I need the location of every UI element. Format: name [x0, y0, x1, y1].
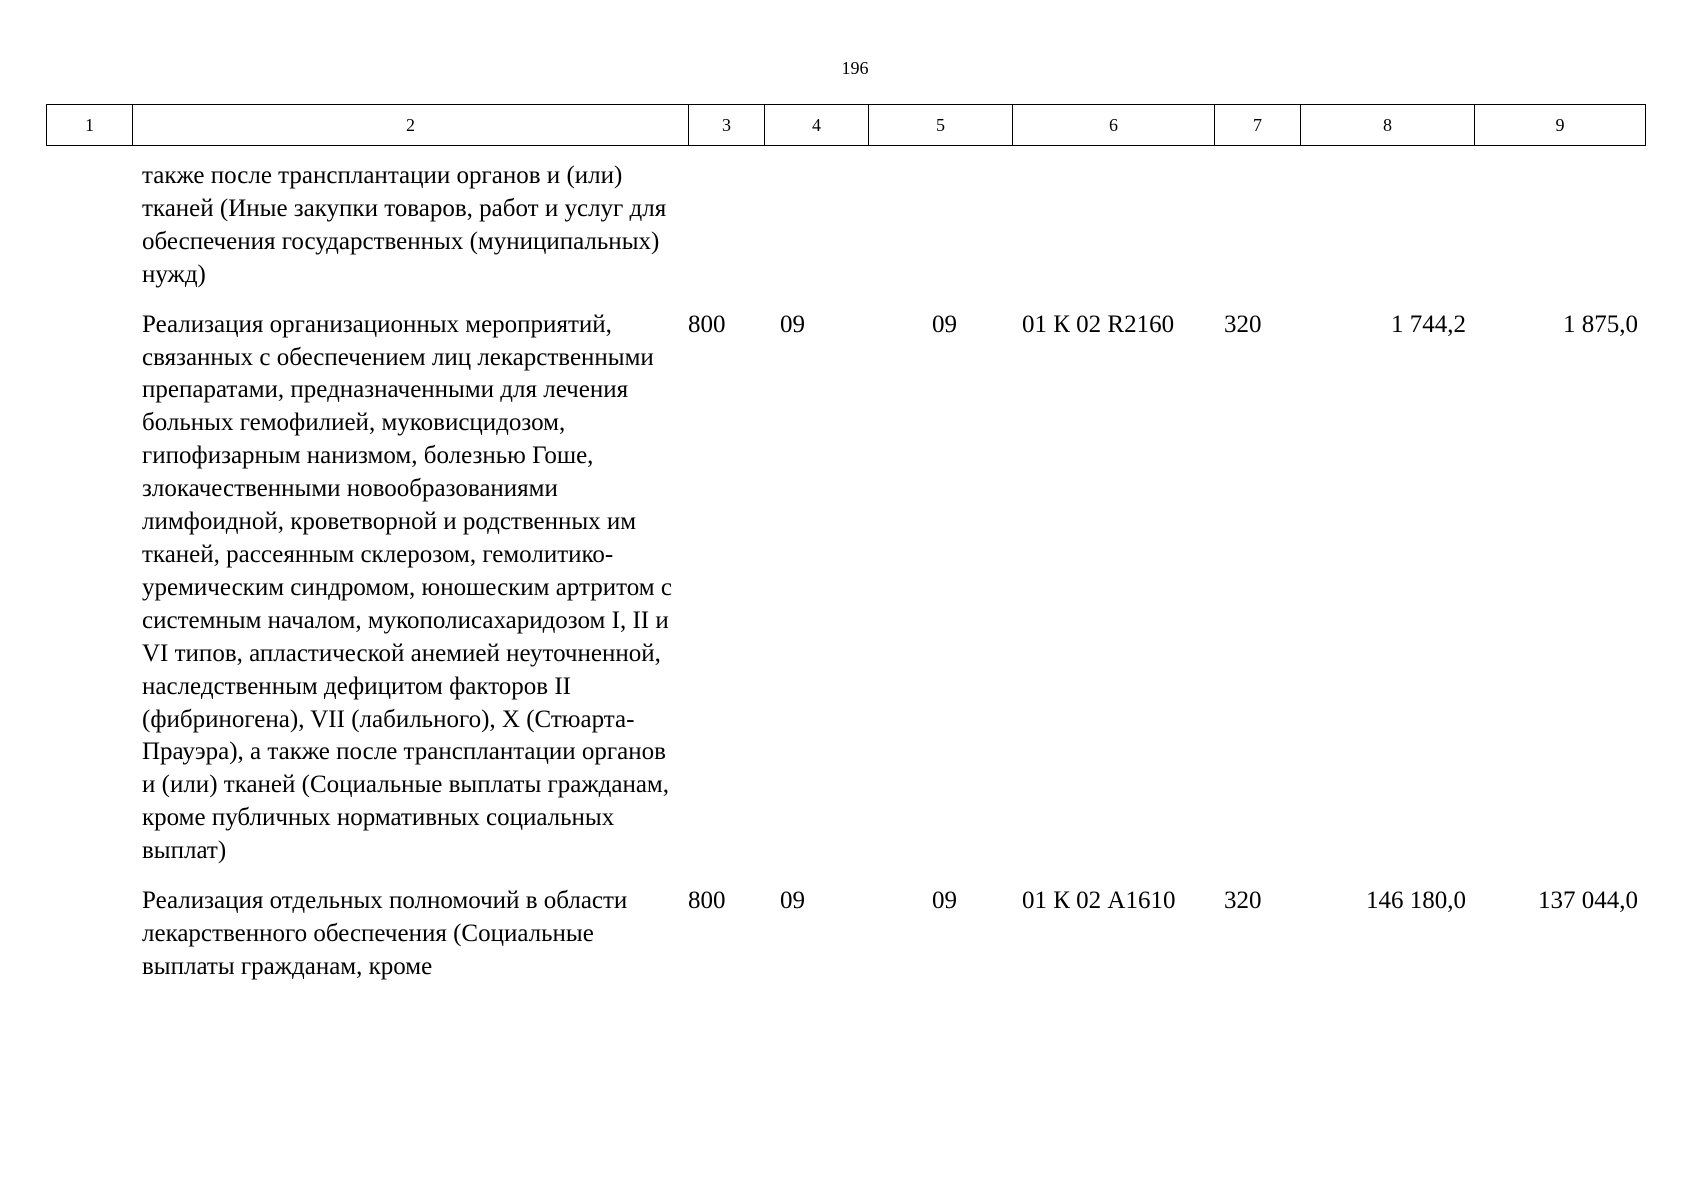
table-body [46, 160, 1646, 984]
row-csr [1012, 160, 1214, 292]
table-header [46, 104, 1646, 146]
table-row [46, 160, 1646, 292]
row-name: Реализация организационных мероприятий, связанных с обеспечением лиц лекарственными препаратами, предназначенными для лечения больных гемофилией, муковисцидозом, гипофизарным нанизмом, болезнью Гоше, злокачественными новообразованиями лимфоидной, кроветворной и родственных им тканей, рассеянным склерозом, гемолитико-уремическим синдромом, юношеским артритом с системным началом, мукополисахаридозом I, II и VI типов, апластической анемией неуточненной, наследственным дефицитом факторов II (фибриногена), VII (лабильного), X (Стюарта-Прауэра), а также после трансплантации органов и (или) тканей (Социальные выплаты гражданам, кроме публичных нормативных социальных выплат) [142, 310, 672, 865]
row-sum-1: 1 744,2 [1391, 310, 1466, 338]
row-rz: 09 [780, 310, 805, 338]
header-col-5: 5 [869, 105, 1013, 145]
header-col-4: 4 [765, 105, 869, 145]
page-number: 196 [841, 58, 869, 78]
row-pr: 09 [932, 310, 957, 338]
header-col-1: 1 [47, 105, 133, 145]
table-row [46, 309, 1646, 868]
header-col-3: 3 [689, 105, 765, 145]
row-sum-1 [1300, 160, 1474, 292]
row-vr [1214, 160, 1300, 292]
row-pr [868, 160, 1012, 292]
row-rz [764, 160, 868, 292]
row-sum-1: 146 180,0 [1366, 887, 1466, 915]
row-ved: 800 [688, 887, 726, 915]
row-name: Реализация отдельных полномочий в области лекарственного обеспечения (Социальные выплаты гражданам, кроме [142, 887, 628, 980]
row-rz: 09 [780, 887, 805, 915]
row-name: также после трансплантации органов и (или) тканей (Иные закупки товаров, работ и услуг для обеспечения государственных (муниципальных) нужд) [142, 162, 667, 288]
header-col-2: 2 [133, 105, 689, 145]
row-ved: 800 [688, 310, 726, 338]
header-col-9: 9 [1555, 114, 1565, 135]
row-pr: 09 [932, 887, 957, 915]
header-col-6: 6 [1013, 105, 1215, 145]
header-col-8: 8 [1301, 105, 1475, 145]
row-sum-2: 137 044,0 [1538, 887, 1638, 915]
row-ved [688, 160, 764, 292]
row-vr: 320 [1224, 887, 1262, 915]
row-vr: 320 [1224, 310, 1262, 338]
row-sum-2 [1474, 160, 1646, 292]
row-csr: 01 К 02 А1610 [1022, 887, 1176, 915]
header-col-7: 7 [1215, 105, 1301, 145]
row-csr: 01 К 02 R2160 [1022, 310, 1175, 338]
table-row [46, 885, 1646, 984]
row-sum-2: 1 875,0 [1563, 310, 1638, 338]
